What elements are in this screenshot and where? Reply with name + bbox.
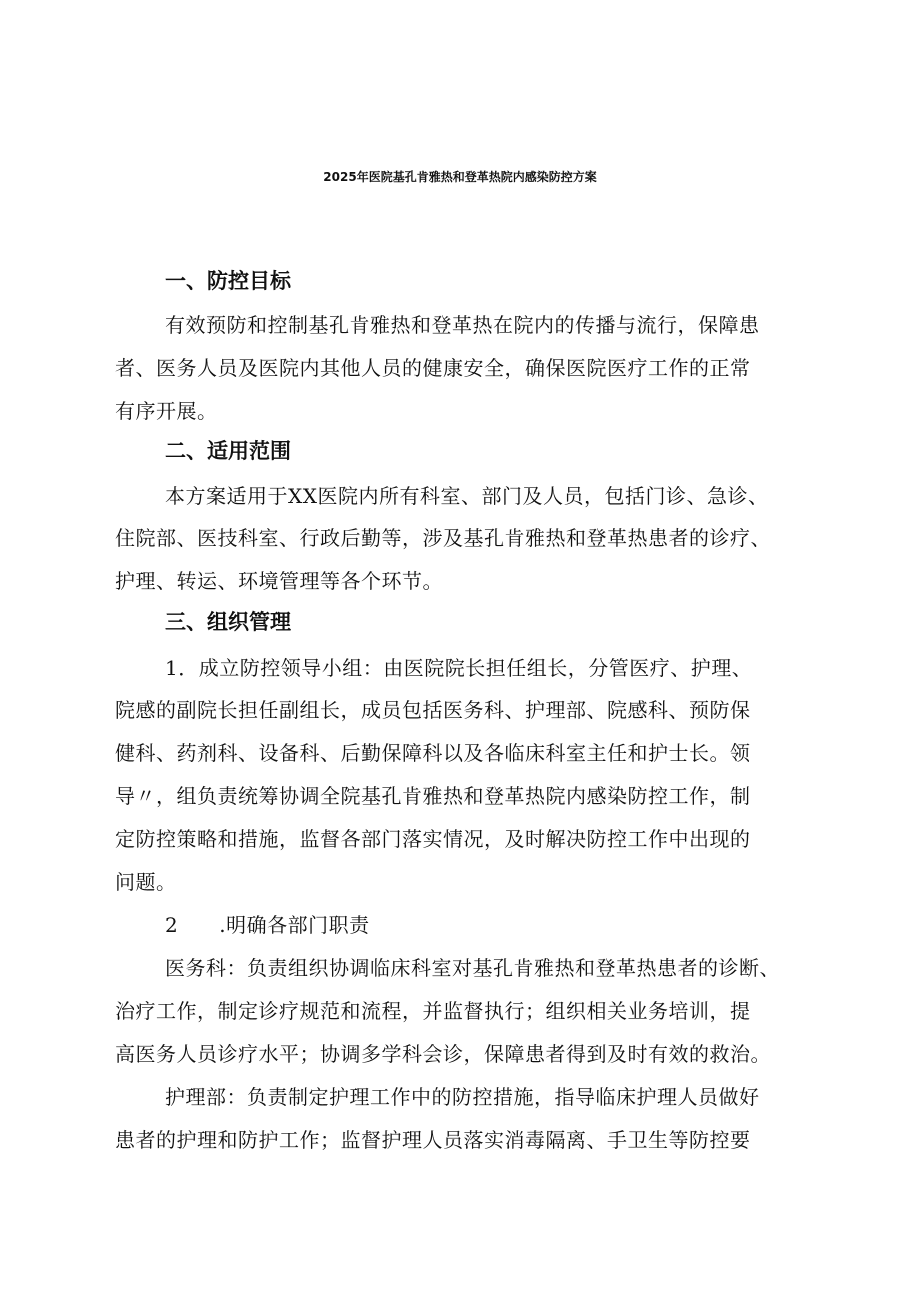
paragraph-line: 患者的护理和防护工作；监督护理人员落实消毒隔离、手卫生等防控要: [115, 1128, 751, 1152]
paragraph-line: 者、医务人员及医院内其他人员的健康安全，确保医院医疗工作的正常: [115, 356, 751, 380]
paragraph-line: 1．成立防控领导小组：由医院院长担任组长，分管医疗、护理、: [165, 656, 753, 680]
paragraph-line: 健科、药剂科、设备科、后勤保障科以及各临床科室主任和护士长。领: [115, 741, 751, 765]
document-title: 2025年医院基孔肯雅热和登革热院内感染防控方案: [323, 170, 597, 184]
paragraph-line: 有效预防和控制基孔肯雅热和登革热在院内的传播与流行，保障患: [165, 313, 760, 337]
paragraph-line: 护理、转运、环境管理等各个环节。: [115, 569, 443, 593]
paragraph-line: 治疗工作，制定诊疗规范和流程，并监督执行；组织相关业务培训，提: [115, 999, 751, 1023]
paragraph-line: 2 .明确各部门职责: [165, 913, 370, 937]
paragraph-line: 本方案适用于XX医院内所有科室、部门及人员，包括门诊、急诊、: [165, 484, 769, 508]
paragraph-line: 问题。: [115, 870, 177, 894]
section-heading-organization: 三、组织管理: [165, 610, 291, 634]
paragraph-line: 定防控策略和措施，监督各部门落实情况，及时解决防控工作中出现的: [115, 827, 751, 851]
section-heading-scope: 二、适用范围: [165, 439, 291, 463]
section-heading-goals: 一、防控目标: [165, 269, 291, 293]
paragraph-line: 有序开展。: [115, 399, 218, 423]
paragraph-line: 医务科：负责组织协调临床科室对基孔肯雅热和登革热患者的诊断、: [165, 956, 780, 980]
paragraph-line: 导〃，组负责统筹协调全院基孔肯雅热和登革热院内感染防控工作，制: [115, 784, 751, 808]
paragraph-line: 住院部、医技科室、行政后勤等，涉及基孔肯雅热和登革热患者的诊疗、: [115, 526, 771, 550]
paragraph-line: 护理部：负责制定护理工作中的防控措施，指导临床护理人员做好: [165, 1085, 760, 1109]
paragraph-line: 院感的副院长担任副组长，成员包括医务科、护理部、院感科、预防保: [115, 698, 751, 722]
paragraph-line: 高医务人员诊疗水平；协调多学科会诊，保障患者得到及时有效的救治。: [115, 1042, 771, 1066]
